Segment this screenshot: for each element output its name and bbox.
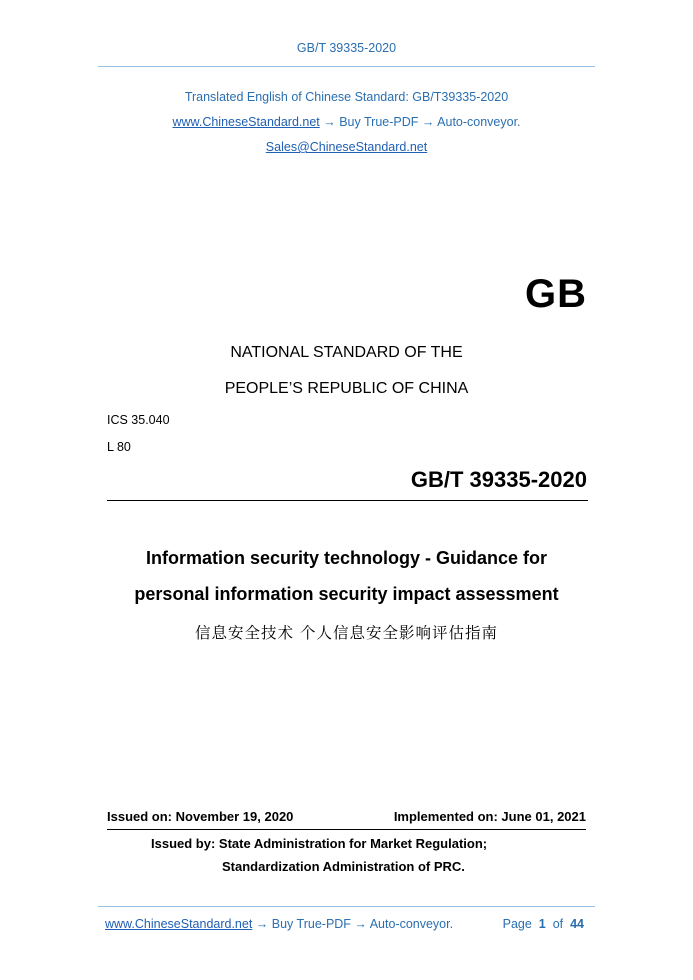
sales-email-link[interactable]: Sales@ChineseStandard.net xyxy=(265,140,428,154)
page-total: 44 xyxy=(570,917,584,931)
ics-code: ICS 35.040 xyxy=(107,413,170,427)
buy-text: → Buy True-PDF → Auto-conveyor. xyxy=(319,115,521,129)
page-indicator xyxy=(503,917,584,931)
implemented-on-date: Implemented on: June 01, 2021 xyxy=(393,809,586,824)
footer-site-link[interactable]: www.ChineseStandard.net xyxy=(105,917,253,931)
page-of: of xyxy=(552,917,564,931)
gb-mark: GB xyxy=(525,272,587,316)
footer-divider xyxy=(98,906,595,907)
national-standard-line-2: PEOPLE’S REPUBLIC OF CHINA xyxy=(224,380,469,397)
footer-buy-text: → Buy True-PDF → Auto-conveyor. xyxy=(252,917,454,931)
issue-date-rule xyxy=(107,829,586,830)
issued-by-line-1: Issued by: State Administration for Market Regulation; xyxy=(151,836,488,851)
promo-buy-line xyxy=(0,115,693,129)
title-line-2: personal information security impact assessment xyxy=(134,584,559,604)
header-standard-code: GB/T 39335-2020 xyxy=(296,41,397,55)
title-line-1: Information security technology - Guidance for xyxy=(145,548,548,568)
footer-promo xyxy=(105,917,453,931)
standard-number-rule xyxy=(107,500,588,501)
translated-notice: Translated English of Chinese Standard: GB/T39335-2020 xyxy=(184,90,509,104)
page-label: Page xyxy=(502,917,532,931)
page-current: 1 xyxy=(538,917,546,931)
standard-number: GB/T 39335-2020 xyxy=(410,467,587,492)
promo-sales-line xyxy=(0,140,693,154)
title-chinese: 信息安全技术 个人信息安全影响评估指南 xyxy=(195,624,498,642)
header-divider xyxy=(98,66,595,67)
issued-by-line-2: Standardization Administration of PRC. xyxy=(222,859,465,874)
issued-on-date: Issued on: November 19, 2020 xyxy=(107,809,294,824)
site-link[interactable]: www.ChineseStandard.net xyxy=(172,115,320,129)
classification-code: L 80 xyxy=(107,440,131,454)
national-standard-line-1: NATIONAL STANDARD OF THE xyxy=(230,344,463,361)
